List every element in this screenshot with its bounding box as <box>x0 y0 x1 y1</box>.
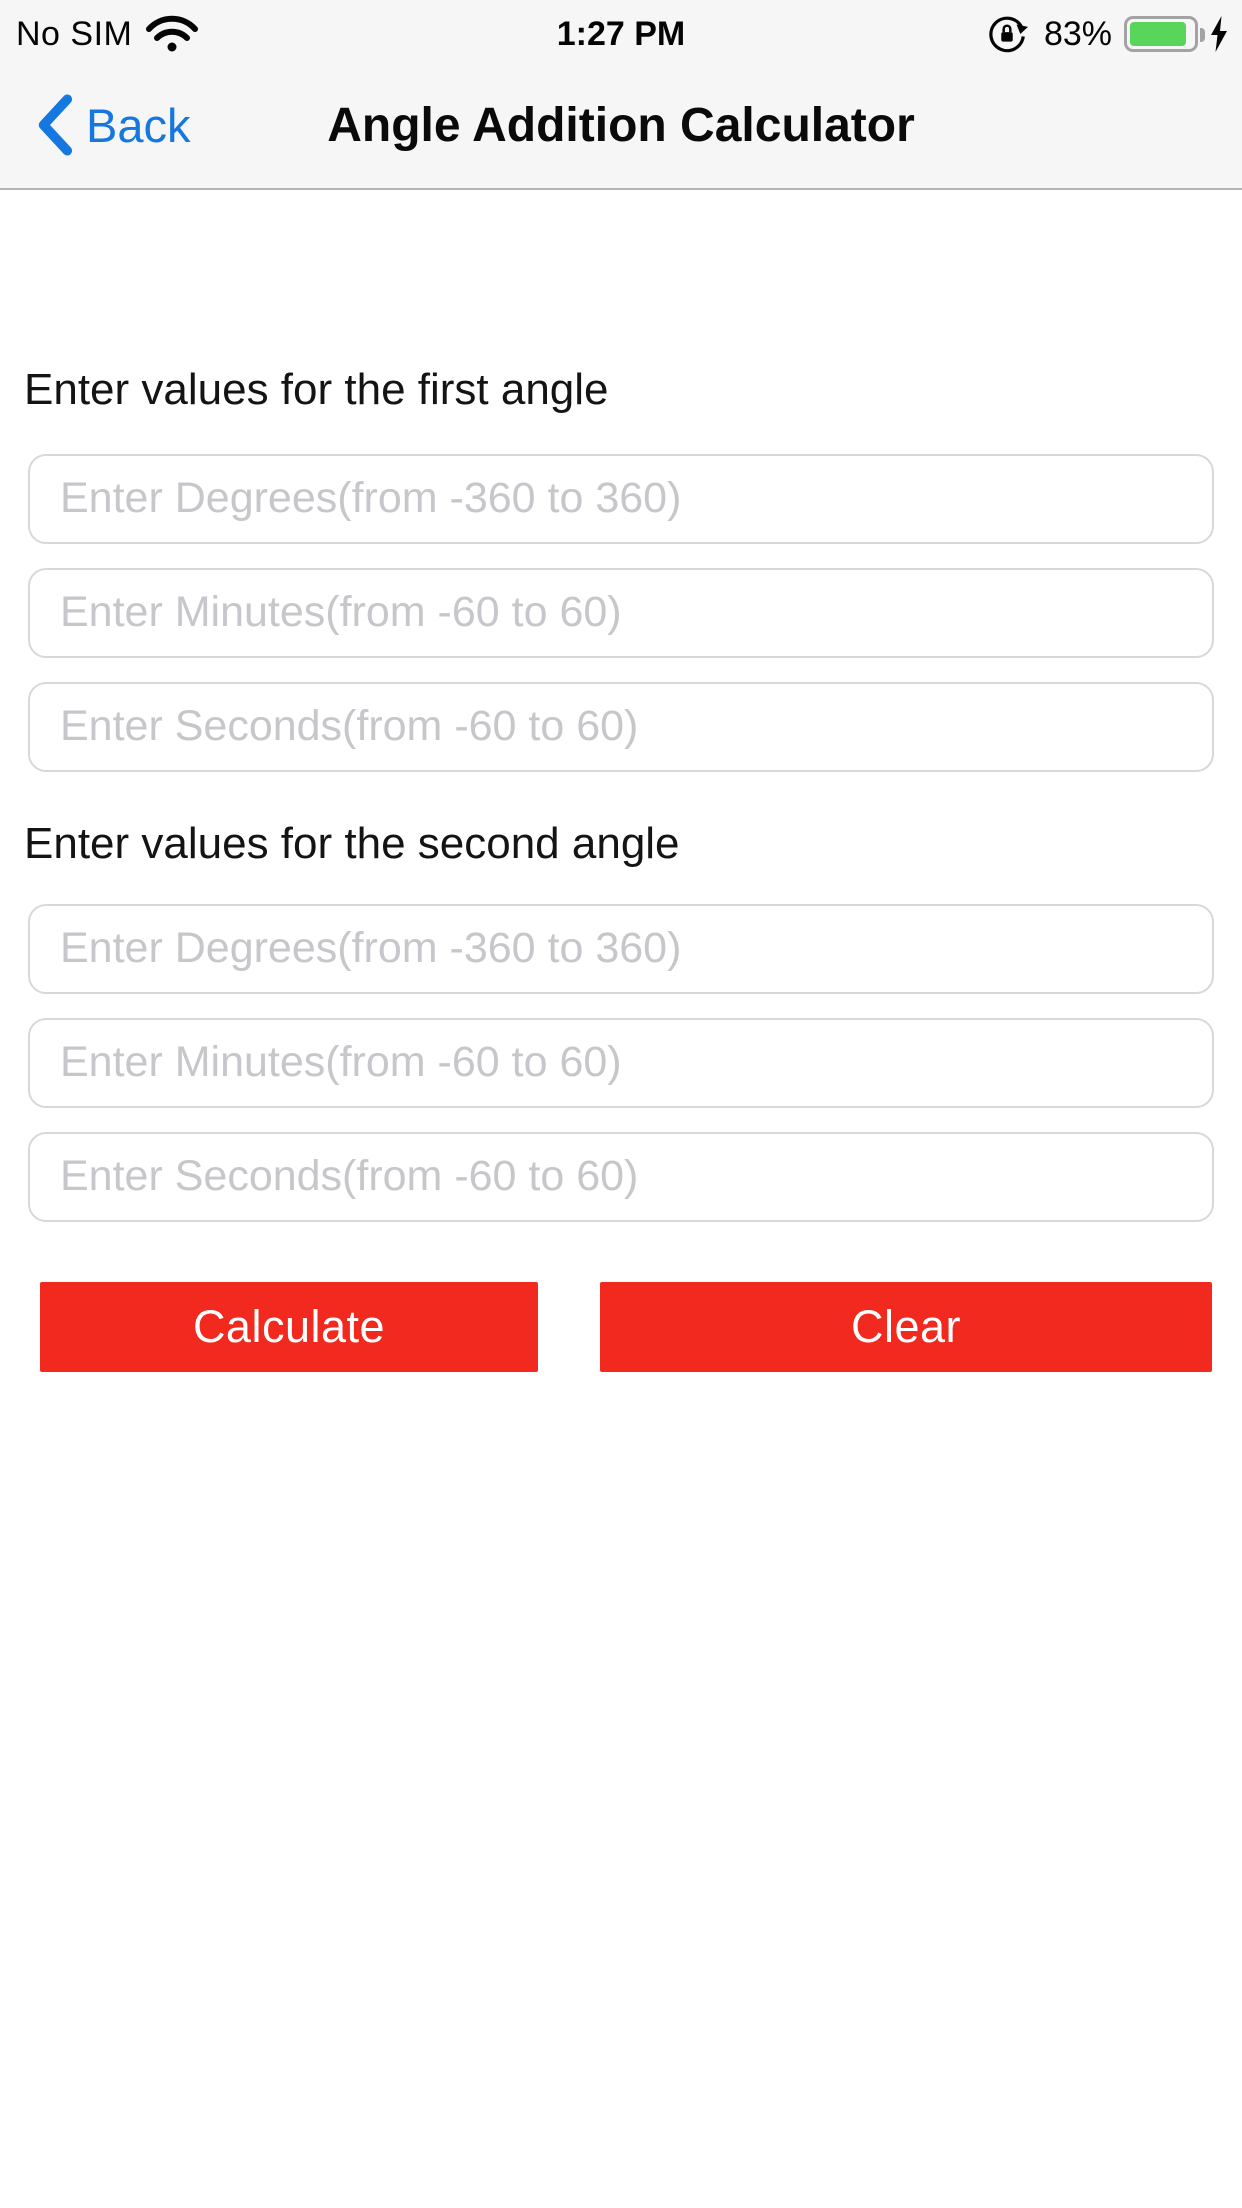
status-right-cluster <box>986 13 1230 55</box>
nav-bar <box>0 62 1242 188</box>
first-angle-minutes-input[interactable] <box>28 568 1214 658</box>
battery-icon <box>1124 16 1198 52</box>
back-chevron-icon <box>34 93 74 157</box>
second-angle-minutes-input[interactable] <box>28 1018 1214 1108</box>
battery-fill <box>1130 22 1186 46</box>
top-bars <box>0 0 1242 190</box>
first-angle-seconds-input[interactable] <box>28 682 1214 772</box>
carrier-label: No SIM <box>16 14 133 53</box>
charging-bolt-icon <box>1208 15 1230 53</box>
back-button[interactable] <box>34 93 191 157</box>
page-title: Angle Addition Calculator <box>327 98 915 152</box>
clear-button[interactable]: Clear <box>600 1282 1212 1372</box>
first-angle-degrees-input[interactable] <box>28 454 1214 544</box>
section-heading-second-angle: Enter values for the second angle <box>24 818 680 868</box>
button-row <box>28 1282 1214 1372</box>
battery-percent-label: 83% <box>1043 14 1112 53</box>
status-left-cluster <box>16 15 198 54</box>
battery-nub <box>1200 28 1205 42</box>
clock-time: 1:27 PM <box>556 14 686 53</box>
section-heading-first-angle: Enter values for the first angle <box>24 365 609 414</box>
wifi-icon <box>146 15 198 53</box>
calculate-button[interactable]: Calculate <box>40 1282 538 1372</box>
second-angle-degrees-input[interactable] <box>28 904 1214 994</box>
content <box>0 190 1242 1372</box>
second-angle-seconds-input[interactable] <box>28 1132 1214 1222</box>
status-bar <box>0 0 1242 62</box>
back-label: Back <box>86 98 191 152</box>
orientation-lock-icon <box>986 13 1028 55</box>
